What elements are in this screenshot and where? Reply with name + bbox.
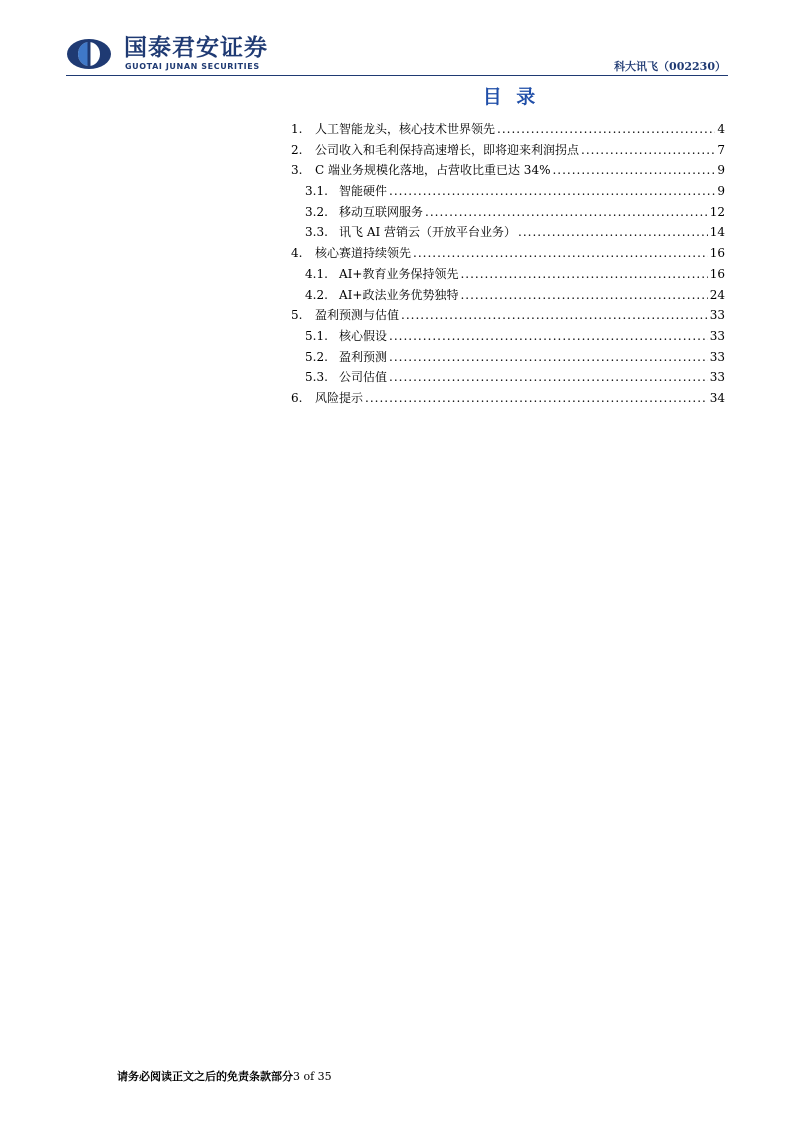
toc-leader-dots — [413, 243, 708, 263]
toc-entry[interactable] — [291, 305, 725, 326]
toc-entry-number: 4.1. — [305, 266, 328, 281]
toc-leader-dots — [389, 326, 708, 346]
toc-entry-number: 5.1. — [305, 328, 328, 343]
toc-entry-number: 1. — [291, 122, 303, 136]
toc-entry-page: 33 — [709, 349, 725, 364]
toc-entry[interactable] — [291, 181, 725, 202]
toc-entry-page: 16 — [709, 266, 725, 281]
toc-entry-page: 9 — [717, 163, 725, 178]
toc-leader-dots — [389, 181, 715, 201]
toc-entry-number: 3.1. — [305, 184, 328, 199]
toc-entry-number: 5. — [291, 308, 303, 323]
toc-entry-label: 风险提示 — [315, 390, 364, 405]
toc-entry-page: 33 — [709, 328, 725, 343]
toc-entry-page: 24 — [709, 287, 725, 302]
toc-entry-label: 智能硬件 — [339, 184, 388, 199]
toc-entry[interactable] — [291, 347, 725, 368]
toc-leader-dots — [552, 160, 715, 180]
toc-entry-page: 7 — [717, 142, 725, 157]
table-of-contents — [291, 119, 725, 409]
toc-entry-label: AI+政法业务优势独特 — [339, 287, 459, 302]
toc-leader-dots — [460, 285, 707, 305]
toc-leader-dots — [389, 347, 708, 367]
toc-entry[interactable] — [291, 326, 725, 347]
footer-page-number: 3 of 35 — [293, 1070, 332, 1083]
toc-entry-number: 3.2. — [305, 204, 328, 219]
toc-entry-label: 公司估值 — [339, 370, 388, 385]
toc-entry-label: 核心赛道持续领先 — [315, 246, 412, 261]
toc-entry-page: 33 — [709, 308, 725, 323]
toc-entry[interactable] — [291, 202, 725, 223]
toc-leader-dots — [518, 222, 708, 242]
toc-entry-label: 核心假设 — [339, 328, 388, 343]
toc-entry-page: 34 — [709, 390, 725, 405]
toc-entry-page: 16 — [709, 246, 725, 261]
toc-entry[interactable] — [291, 243, 725, 264]
toc-entry-number: 3. — [291, 163, 303, 178]
toc-leader-dots — [460, 264, 707, 284]
toc-entry[interactable] — [291, 264, 725, 285]
company-name-cn: 国泰君安证券 — [124, 35, 268, 61]
header-divider — [66, 75, 728, 76]
toc-entry-label: 讯飞 AI 营销云（开放平台业务） — [339, 225, 517, 240]
toc-entry[interactable] — [291, 222, 725, 243]
toc-entry[interactable] — [291, 160, 725, 181]
toc-entry-page: 33 — [709, 370, 725, 385]
toc-entry-page: 14 — [709, 225, 725, 240]
toc-leader-dots — [425, 202, 708, 222]
toc-entry[interactable] — [291, 388, 725, 409]
toc-entry[interactable] — [291, 367, 725, 388]
toc-entry-label: 公司收入和毛利保持高速增长，即将迎来利润拐点 — [315, 142, 580, 157]
guotai-junan-logo-icon — [66, 38, 112, 70]
company-name-en: GUOTAI JUNAN SECURITIES — [125, 62, 260, 71]
toc-leader-dots — [401, 305, 708, 325]
toc-entry-number: 5.2. — [305, 349, 328, 364]
toc-entry[interactable] — [291, 140, 725, 161]
toc-entry-label: C 端业务规模化落地，占营收比重已达 34% — [315, 163, 551, 178]
page-header — [0, 0, 793, 80]
footer-disclaimer: 请务必阅读正文之后的免责条款部分 — [117, 1070, 293, 1083]
toc-entry-label: AI+教育业务保持领先 — [339, 266, 459, 281]
toc-entry[interactable] — [291, 119, 725, 140]
toc-entry-page: 12 — [709, 204, 725, 219]
toc-entry-label: 盈利预测 — [339, 349, 388, 364]
toc-entry-page: 4 — [717, 122, 725, 136]
toc-entry[interactable] — [291, 285, 725, 306]
toc-leader-dots — [389, 367, 708, 387]
toc-entry-label: 人工智能龙头，核心技术世界领先 — [315, 122, 496, 136]
toc-entry-label: 盈利预测与估值 — [315, 308, 400, 323]
page-footer — [117, 1068, 332, 1084]
stock-label: 科大讯飞（002230） — [614, 60, 726, 73]
toc-entry-number: 4. — [291, 246, 303, 261]
toc-entry-number: 6. — [291, 390, 303, 405]
toc-leader-dots — [497, 119, 715, 139]
toc-title: 目 录 — [482, 86, 540, 108]
toc-entry-number: 5.3. — [305, 370, 328, 385]
toc-leader-dots — [581, 140, 715, 160]
toc-entry-page: 9 — [717, 184, 725, 199]
toc-entry-number: 3.3. — [305, 225, 328, 240]
toc-entry-number: 2. — [291, 142, 303, 157]
toc-entry-label: 移动互联网服务 — [339, 204, 424, 219]
toc-entry-number: 4.2. — [305, 287, 328, 302]
toc-leader-dots — [365, 388, 708, 408]
